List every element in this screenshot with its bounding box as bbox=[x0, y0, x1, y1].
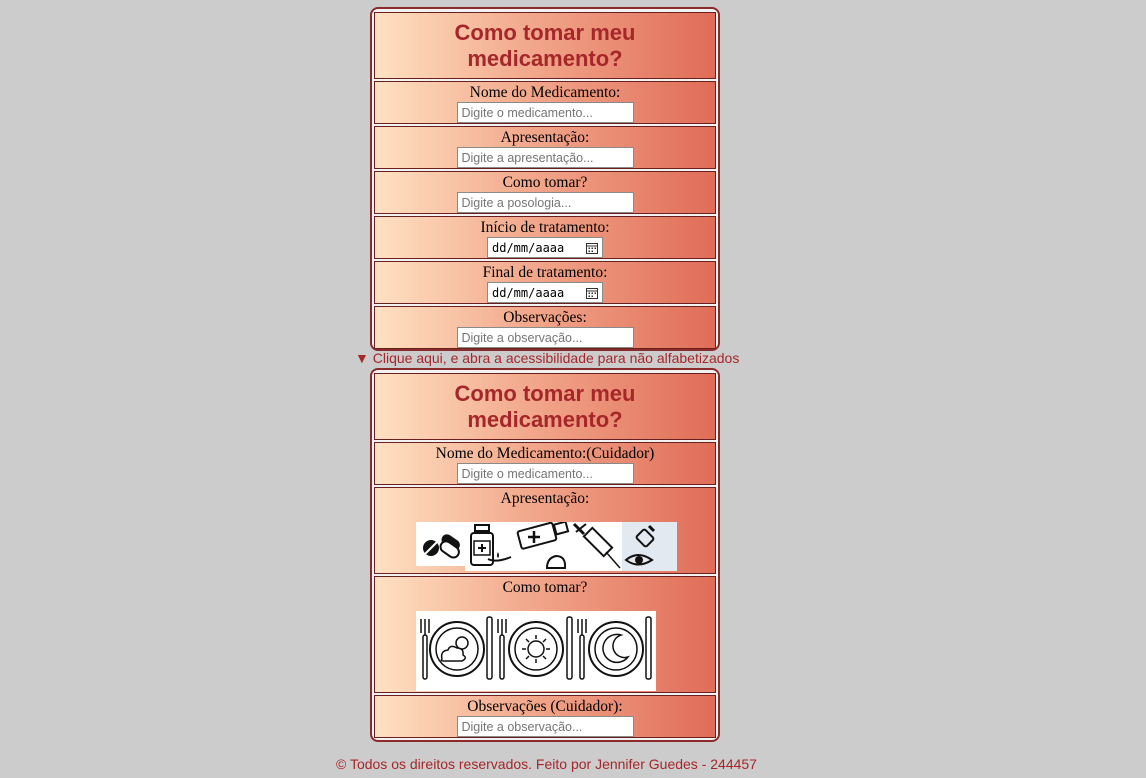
accessibility-title: Como tomar meu medicamento? bbox=[454, 380, 636, 432]
caregiver-name-input[interactable] bbox=[457, 463, 634, 484]
start-date-label: Início de tratamento: bbox=[480, 219, 610, 236]
end-date-label: Final de tratamento: bbox=[482, 264, 608, 281]
presentation-label: Apresentação: bbox=[500, 129, 590, 146]
observations-input[interactable] bbox=[457, 327, 634, 348]
presentation-icons-label: Apresentação: bbox=[500, 490, 590, 507]
caregiver-name-row bbox=[374, 442, 716, 485]
end-date-row bbox=[374, 261, 716, 304]
caregiver-name-label: Nome do Medicamento:(Cuidador) bbox=[435, 445, 655, 462]
accessibility-toggle[interactable]: ▼ Clique aqui, e abra a acessibilidade para não alfabetizados bbox=[355, 350, 740, 366]
dosage-row bbox=[374, 171, 716, 214]
eye-drops-icon[interactable] bbox=[622, 522, 677, 571]
form-header bbox=[374, 12, 716, 79]
presentation-icons-row bbox=[374, 487, 716, 574]
pills-icon[interactable] bbox=[416, 522, 465, 566]
accessibility-form bbox=[370, 368, 720, 742]
ointment-tube-icon[interactable] bbox=[515, 522, 570, 571]
end-date-placeholder: dd/mm/aaaa bbox=[492, 285, 565, 300]
medicine-name-label: Nome do Medicamento: bbox=[469, 84, 621, 101]
dosage-icons-label: Como tomar? bbox=[502, 579, 588, 596]
presentation-row bbox=[374, 126, 716, 169]
end-date-input[interactable] bbox=[487, 282, 603, 303]
observations-row bbox=[374, 306, 716, 349]
caregiver-observations-label: Observações (Cuidador): bbox=[467, 698, 623, 715]
dosage-input[interactable] bbox=[457, 192, 634, 213]
calendar-icon[interactable] bbox=[586, 242, 598, 254]
medicine-name-input[interactable] bbox=[457, 102, 634, 123]
dosage-icons-row bbox=[374, 576, 716, 693]
dosage-label: Como tomar? bbox=[502, 174, 588, 191]
medicine-name-row bbox=[374, 81, 716, 124]
presentation-icons bbox=[416, 522, 677, 571]
syrup-bottle-icon[interactable] bbox=[465, 522, 515, 571]
caregiver-observations-row bbox=[374, 695, 716, 738]
presentation-icon-strip bbox=[375, 522, 715, 571]
caregiver-observations-input[interactable] bbox=[457, 716, 634, 737]
dosage-icon-strip bbox=[375, 611, 715, 691]
observations-label: Observações: bbox=[503, 309, 587, 326]
accessibility-header bbox=[374, 373, 716, 440]
page-title: Como tomar meu medicamento? bbox=[454, 19, 636, 71]
syringe-icon[interactable] bbox=[570, 522, 622, 571]
start-date-placeholder: dd/mm/aaaa bbox=[492, 240, 565, 255]
footer-copyright: © Todos os direitos reservados. Feito por Jennifer Guedes - 244457 bbox=[336, 756, 757, 772]
medication-form bbox=[370, 7, 720, 351]
start-date-row bbox=[374, 216, 716, 259]
start-date-input[interactable] bbox=[487, 237, 603, 258]
presentation-input[interactable] bbox=[457, 147, 634, 168]
dosage-icons bbox=[416, 611, 656, 691]
calendar-icon[interactable] bbox=[586, 287, 598, 299]
